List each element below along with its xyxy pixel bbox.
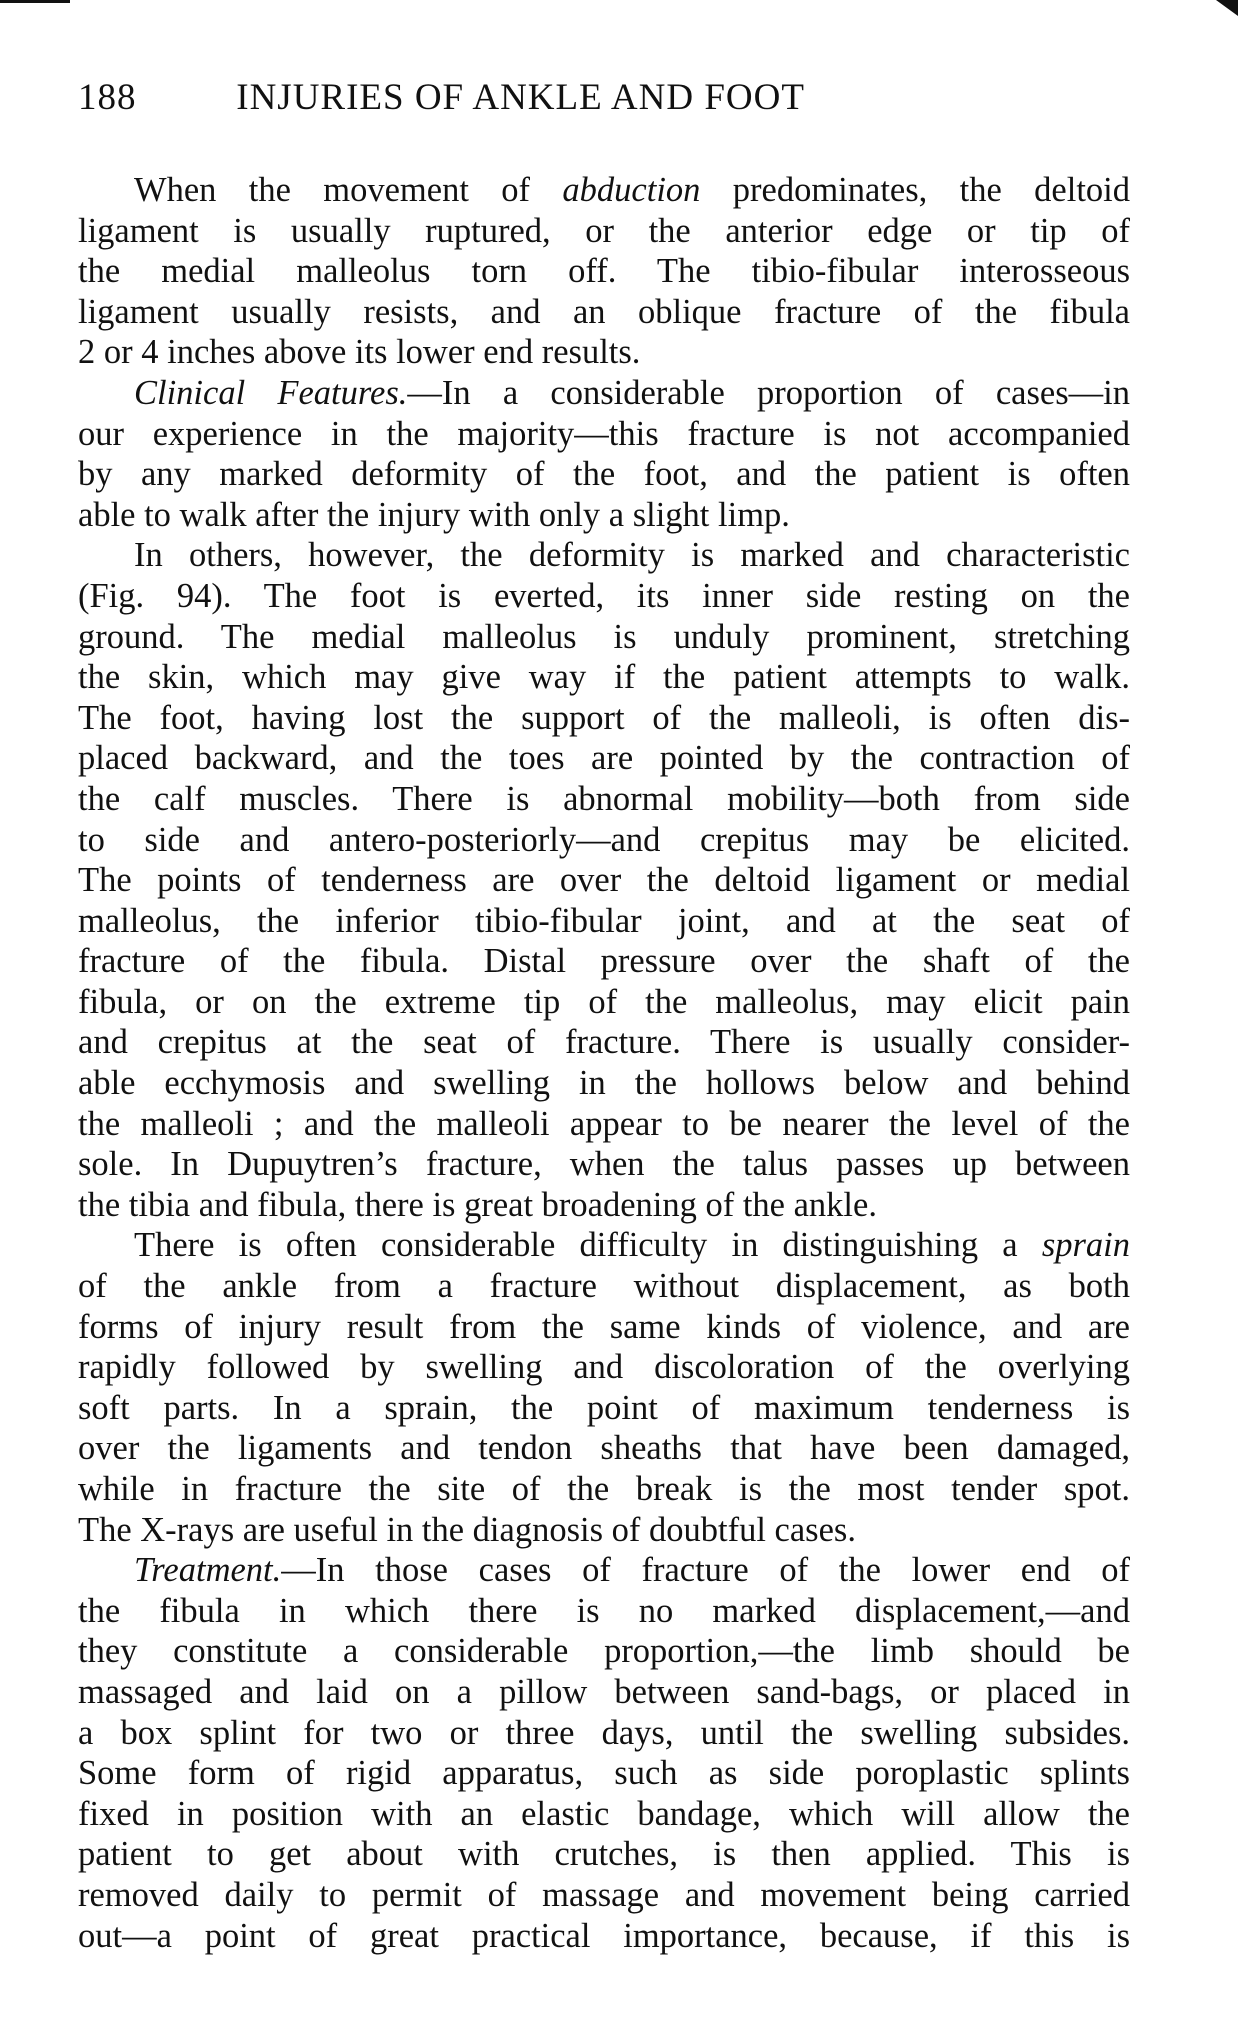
- text-run: The points of tenderness are over the deltoid ligament or medial: [78, 861, 1130, 900]
- text-run: In others, however, the deformity is marked and characteristic: [134, 536, 1130, 575]
- text-line: [78, 698, 1130, 739]
- text-run: The foot, having lost the support of the malleoli, is often dis-: [78, 698, 1130, 737]
- text-line: [78, 1347, 1130, 1388]
- text-line: [78, 1753, 1130, 1794]
- text-run: soft parts. In a sprain, the point of maximum tenderness is: [78, 1388, 1130, 1427]
- text-run: fracture of the fibula. Distal pressure over the shaft of the: [78, 942, 1130, 981]
- text-run: they constitute a considerable proportion,—the limb should be: [78, 1632, 1130, 1671]
- text-line: [78, 1794, 1130, 1835]
- text-line: [78, 1510, 1130, 1551]
- text-run: (Fig. 94). The foot is everted, its inner side resting on the: [78, 576, 1130, 615]
- text-line: [78, 1104, 1130, 1145]
- text-run: fibula, or on the extreme tip of the malleolus, may elicit pain: [78, 982, 1130, 1021]
- italic-text: abduction: [562, 171, 701, 209]
- text-line: [78, 779, 1130, 820]
- text-run: the malleoli ; and the malleoli appear to be nearer the level of the: [78, 1104, 1130, 1143]
- text-run: predominates, the deltoid: [700, 171, 1130, 209]
- text-line: [78, 495, 1130, 536]
- text-run: ligament usually resists, and an oblique fracture of the fibula: [78, 292, 1130, 331]
- paragraph: [78, 1550, 1130, 1956]
- text-run: There is often considerable difficulty in distinguishing a: [134, 1226, 1042, 1265]
- text-run: by any marked deformity of the foot, and the patient is often: [78, 455, 1130, 494]
- scan-edge-mark: [0, 0, 70, 3]
- text-run: removed daily to permit of massage and movement being carried: [78, 1875, 1130, 1914]
- text-line: [78, 1022, 1130, 1063]
- text-run: malleolus, the inferior tibio-fibular joint, and at the seat of: [78, 901, 1130, 940]
- text-line: [78, 332, 1130, 373]
- page-number: 188: [78, 77, 137, 118]
- text-run: ligament is usually ruptured, or the anterior edge or tip of: [78, 211, 1130, 250]
- text-run: The X-rays are useful in the diagnosis of doubtful cases.: [78, 1510, 856, 1549]
- text-run: forms of injury result from the same kinds of violence, and are: [78, 1307, 1130, 1346]
- text-line: [78, 1307, 1130, 1348]
- italic-text: Treatment.: [134, 1551, 282, 1590]
- text-line: [78, 1388, 1130, 1429]
- text-line: [78, 1266, 1130, 1307]
- text-run: and crepitus at the seat of fracture. There is usually consider-: [78, 1023, 1130, 1062]
- text-run: rapidly followed by swelling and discoloration of the overlying: [78, 1348, 1130, 1387]
- text-run: patient to get about with crutches, is then applied. This is: [78, 1835, 1130, 1874]
- text-line: [78, 1185, 1130, 1226]
- text-line: [78, 373, 1130, 414]
- text-run: the medial malleolus torn off. The tibio-fibular interosseous: [78, 252, 1130, 291]
- text-run: —In those cases of fracture of the lower end of: [281, 1551, 1130, 1590]
- text-run: out—a point of great practical importance, because, if this is: [78, 1916, 1130, 1955]
- paragraph: [78, 170, 1130, 373]
- text-line: [78, 211, 1130, 252]
- text-line: [78, 535, 1130, 576]
- text-run: massaged and laid on a pillow between sand-bags, or placed in: [78, 1672, 1130, 1711]
- text-run: the tibia and fibula, there is great broadening of the ankle.: [78, 1185, 877, 1224]
- text-run: the fibula in which there is no marked displacement,—and: [78, 1591, 1130, 1630]
- text-line: [78, 1469, 1130, 1510]
- text-line: [78, 1428, 1130, 1469]
- text-run: When the movement of: [134, 171, 563, 209]
- paragraph: [78, 535, 1130, 1225]
- body-text: [78, 170, 1130, 1956]
- text-line: [78, 1144, 1130, 1185]
- text-run: sole. In Dupuytren’s fracture, when the talus passes up between: [78, 1145, 1130, 1184]
- running-head: [78, 76, 978, 119]
- text-run: —In a considerable proportion of cases—in: [407, 373, 1130, 412]
- text-line: [78, 1063, 1130, 1104]
- text-line: [78, 1591, 1130, 1632]
- page-title: INJURIES OF ANKLE AND FOOT: [236, 77, 805, 118]
- text-line: [78, 982, 1130, 1023]
- text-line: [78, 414, 1130, 455]
- text-line: [78, 1875, 1130, 1916]
- text-line: [78, 738, 1130, 779]
- text-line: [78, 576, 1130, 617]
- text-line: [78, 941, 1130, 982]
- text-line: [78, 1225, 1130, 1266]
- text-run: fixed in position with an elastic bandage, which will allow the: [78, 1794, 1130, 1833]
- text-run: 2 or 4 inches above its lower end results.: [78, 333, 641, 372]
- text-run: able to walk after the injury with only a slight limp.: [78, 495, 790, 534]
- italic-text: Clinical Features.: [134, 373, 408, 412]
- text-run: Some form of rigid apparatus, such as side poroplastic splints: [78, 1754, 1130, 1793]
- text-line: [78, 860, 1130, 901]
- text-line: [78, 657, 1130, 698]
- text-run: to side and antero-posteriorly—and crepitus may be elicited.: [78, 820, 1130, 859]
- paragraph: [78, 1225, 1130, 1550]
- text-line: [78, 292, 1130, 333]
- text-run: able ecchymosis and swelling in the hollows below and behind: [78, 1064, 1130, 1103]
- text-line: [78, 617, 1130, 658]
- text-line: [78, 901, 1130, 942]
- text-line: [78, 1713, 1130, 1754]
- text-run: placed backward, and the toes are pointed by the contraction of: [78, 739, 1130, 778]
- scan-corner-mark: [1216, 0, 1238, 16]
- text-run: while in fracture the site of the break is the most tender spot.: [78, 1470, 1130, 1508]
- text-line: [78, 251, 1130, 292]
- text-line: [78, 1550, 1130, 1591]
- text-line: [78, 820, 1130, 861]
- text-run: the calf muscles. There is abnormal mobility—both from side: [78, 779, 1130, 818]
- text-line: [78, 1631, 1130, 1672]
- italic-text: sprain: [1041, 1226, 1130, 1265]
- text-line: [78, 454, 1130, 495]
- text-line: [78, 1916, 1130, 1957]
- text-run: the skin, which may give way if the patient attempts to walk.: [78, 658, 1130, 697]
- text-line: [78, 170, 1130, 211]
- text-run: our experience in the majority—this fracture is not accompanied: [78, 414, 1130, 453]
- text-line: [78, 1834, 1130, 1875]
- text-run: a box splint for two or three days, until the swelling subsides.: [78, 1713, 1130, 1752]
- paragraph: [78, 373, 1130, 535]
- text-run: ground. The medial malleolus is unduly prominent, stretching: [78, 617, 1130, 656]
- text-run: of the ankle from a fracture without displacement, as both: [78, 1267, 1130, 1306]
- text-run: over the ligaments and tendon sheaths that have been damaged,: [78, 1429, 1130, 1468]
- text-line: [78, 1672, 1130, 1713]
